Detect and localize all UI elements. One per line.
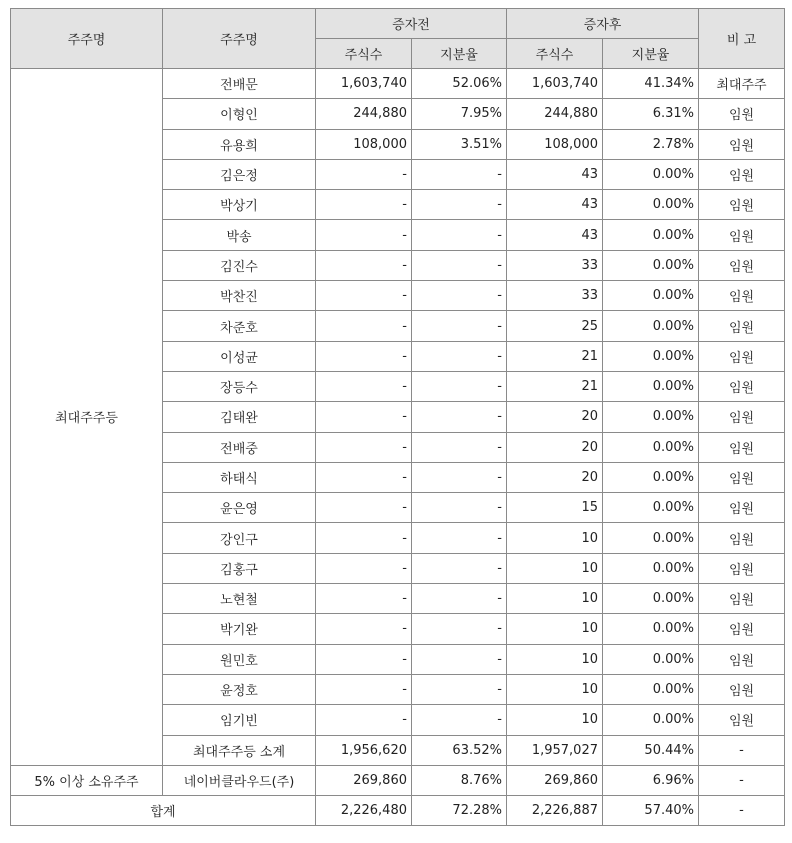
after-shares: 1,957,027: [507, 735, 603, 765]
header-before-shares: 주식수: [316, 39, 412, 69]
shareholder-name: 원민호: [163, 644, 316, 674]
note: 임원: [699, 493, 785, 523]
after-ratio: 0.00%: [603, 220, 699, 250]
after-shares: 15: [507, 493, 603, 523]
before-ratio: 63.52%: [412, 735, 507, 765]
shareholder-table: [10, 8, 785, 826]
after-ratio: 0.00%: [603, 614, 699, 644]
header-after-ratio: 지분율: [603, 39, 699, 69]
before-ratio: -: [412, 281, 507, 311]
header-before: 증자전: [316, 9, 507, 39]
shareholder-name: 윤은영: [163, 493, 316, 523]
note: 임원: [699, 159, 785, 189]
after-shares: 43: [507, 190, 603, 220]
note: 임원: [699, 644, 785, 674]
group-label: 최대주주등: [11, 69, 163, 766]
before-shares: -: [316, 614, 412, 644]
total-before-shares: 2,226,480: [316, 796, 412, 826]
after-shares: 10: [507, 674, 603, 704]
note: 임원: [699, 614, 785, 644]
after-shares: 108,000: [507, 129, 603, 159]
note: 임원: [699, 523, 785, 553]
note: -: [699, 765, 785, 795]
before-ratio: -: [412, 705, 507, 735]
after-shares: 20: [507, 462, 603, 492]
shareholder-name: 유용희: [163, 129, 316, 159]
before-ratio: -: [412, 250, 507, 280]
after-ratio: 0.00%: [603, 402, 699, 432]
before-shares: -: [316, 523, 412, 553]
header-note: 비 고: [699, 9, 785, 69]
shareholder-name: 박찬진: [163, 281, 316, 311]
before-shares: -: [316, 584, 412, 614]
before-ratio: -: [412, 644, 507, 674]
after-ratio: 0.00%: [603, 644, 699, 674]
before-ratio: 3.51%: [412, 129, 507, 159]
total-after-shares: 2,226,887: [507, 796, 603, 826]
before-ratio: -: [412, 584, 507, 614]
note: 임원: [699, 553, 785, 583]
after-ratio: 0.00%: [603, 493, 699, 523]
after-shares: 20: [507, 432, 603, 462]
shareholder-name: 강인구: [163, 523, 316, 553]
after-shares: 244,880: [507, 99, 603, 129]
note: 임원: [699, 250, 785, 280]
before-ratio: -: [412, 371, 507, 401]
before-ratio: -: [412, 432, 507, 462]
total-after-ratio: 57.40%: [603, 796, 699, 826]
shareholder-name: 네이버클라우드(주): [163, 765, 316, 795]
note: 임원: [699, 220, 785, 250]
after-ratio: 0.00%: [603, 190, 699, 220]
after-shares: 10: [507, 705, 603, 735]
total-before-ratio: 72.28%: [412, 796, 507, 826]
note: 임원: [699, 311, 785, 341]
shareholder-name: 하태식: [163, 462, 316, 492]
after-shares: 10: [507, 553, 603, 583]
after-shares: 10: [507, 584, 603, 614]
after-shares: 43: [507, 159, 603, 189]
before-shares: -: [316, 432, 412, 462]
table-row-total: [11, 796, 785, 826]
before-shares: -: [316, 644, 412, 674]
note: -: [699, 735, 785, 765]
before-shares: -: [316, 250, 412, 280]
after-shares: 269,860: [507, 765, 603, 795]
after-shares: 21: [507, 371, 603, 401]
shareholder-name: 김태완: [163, 402, 316, 432]
header-group: 주주명: [11, 9, 163, 69]
after-shares: 10: [507, 644, 603, 674]
shareholder-name: 김홍구: [163, 553, 316, 583]
before-ratio: -: [412, 311, 507, 341]
table-row: [11, 69, 785, 99]
after-ratio: 0.00%: [603, 311, 699, 341]
note: 임원: [699, 371, 785, 401]
before-ratio: -: [412, 614, 507, 644]
note: 임원: [699, 190, 785, 220]
total-note: -: [699, 796, 785, 826]
after-ratio: 0.00%: [603, 462, 699, 492]
shareholder-name: 최대주주등 소계: [163, 735, 316, 765]
shareholder-name: 노현철: [163, 584, 316, 614]
after-ratio: 50.44%: [603, 735, 699, 765]
before-ratio: -: [412, 553, 507, 583]
before-shares: -: [316, 341, 412, 371]
header-after: 증자후: [507, 9, 699, 39]
after-ratio: 0.00%: [603, 371, 699, 401]
after-shares: 21: [507, 341, 603, 371]
shareholder-name: 박기완: [163, 614, 316, 644]
after-shares: 25: [507, 311, 603, 341]
total-label: 합계: [11, 796, 316, 826]
after-ratio: 0.00%: [603, 705, 699, 735]
note: 임원: [699, 281, 785, 311]
after-ratio: 0.00%: [603, 432, 699, 462]
after-ratio: 0.00%: [603, 553, 699, 583]
before-ratio: -: [412, 402, 507, 432]
before-ratio: -: [412, 341, 507, 371]
before-shares: -: [316, 311, 412, 341]
before-ratio: -: [412, 674, 507, 704]
shareholder-name: 김진수: [163, 250, 316, 280]
note: 임원: [699, 674, 785, 704]
header-after-shares: 주식수: [507, 39, 603, 69]
after-shares: 20: [507, 402, 603, 432]
shareholder-name: 전배문: [163, 69, 316, 99]
shareholder-name: 박송: [163, 220, 316, 250]
before-shares: -: [316, 705, 412, 735]
note: 임원: [699, 129, 785, 159]
after-shares: 43: [507, 220, 603, 250]
shareholder-name: 이성균: [163, 341, 316, 371]
before-shares: -: [316, 159, 412, 189]
before-ratio: -: [412, 190, 507, 220]
major-holder-label: 5% 이상 소유주주: [11, 765, 163, 795]
note: 임원: [699, 705, 785, 735]
after-ratio: 0.00%: [603, 523, 699, 553]
after-ratio: 0.00%: [603, 159, 699, 189]
shareholder-name: 전배중: [163, 432, 316, 462]
after-ratio: 0.00%: [603, 341, 699, 371]
before-shares: 244,880: [316, 99, 412, 129]
after-ratio: 0.00%: [603, 674, 699, 704]
note: 임원: [699, 402, 785, 432]
before-ratio: -: [412, 220, 507, 250]
before-ratio: -: [412, 493, 507, 523]
before-shares: -: [316, 674, 412, 704]
note: 최대주주: [699, 69, 785, 99]
before-shares: -: [316, 281, 412, 311]
before-shares: 1,603,740: [316, 69, 412, 99]
after-ratio: 0.00%: [603, 281, 699, 311]
after-ratio: 2.78%: [603, 129, 699, 159]
before-shares: 108,000: [316, 129, 412, 159]
before-ratio: -: [412, 159, 507, 189]
header-name: 주주명: [163, 9, 316, 69]
before-shares: -: [316, 553, 412, 583]
before-ratio: -: [412, 462, 507, 492]
before-ratio: -: [412, 523, 507, 553]
before-shares: -: [316, 220, 412, 250]
header-before-ratio: 지분율: [412, 39, 507, 69]
shareholder-name: 차준호: [163, 311, 316, 341]
after-ratio: 6.31%: [603, 99, 699, 129]
note: 임원: [699, 432, 785, 462]
note: 임원: [699, 462, 785, 492]
shareholder-name: 박상기: [163, 190, 316, 220]
after-ratio: 0.00%: [603, 584, 699, 614]
after-shares: 1,603,740: [507, 69, 603, 99]
before-ratio: 52.06%: [412, 69, 507, 99]
shareholder-name: 김은정: [163, 159, 316, 189]
before-ratio: 7.95%: [412, 99, 507, 129]
before-shares: -: [316, 493, 412, 523]
note: 임원: [699, 341, 785, 371]
after-ratio: 0.00%: [603, 250, 699, 280]
table-body: [11, 69, 785, 826]
shareholder-name: 장등수: [163, 371, 316, 401]
before-shares: -: [316, 371, 412, 401]
after-shares: 33: [507, 281, 603, 311]
table-row-major-holder: [11, 765, 785, 795]
shareholder-name: 이형인: [163, 99, 316, 129]
note: 임원: [699, 584, 785, 614]
after-ratio: 41.34%: [603, 69, 699, 99]
before-ratio: 8.76%: [412, 765, 507, 795]
after-shares: 33: [507, 250, 603, 280]
shareholder-name: 윤정호: [163, 674, 316, 704]
before-shares: 269,860: [316, 765, 412, 795]
after-shares: 10: [507, 523, 603, 553]
before-shares: -: [316, 190, 412, 220]
after-ratio: 6.96%: [603, 765, 699, 795]
shareholder-name: 임기빈: [163, 705, 316, 735]
note: 임원: [699, 99, 785, 129]
before-shares: 1,956,620: [316, 735, 412, 765]
after-shares: 10: [507, 614, 603, 644]
before-shares: -: [316, 462, 412, 492]
before-shares: -: [316, 402, 412, 432]
